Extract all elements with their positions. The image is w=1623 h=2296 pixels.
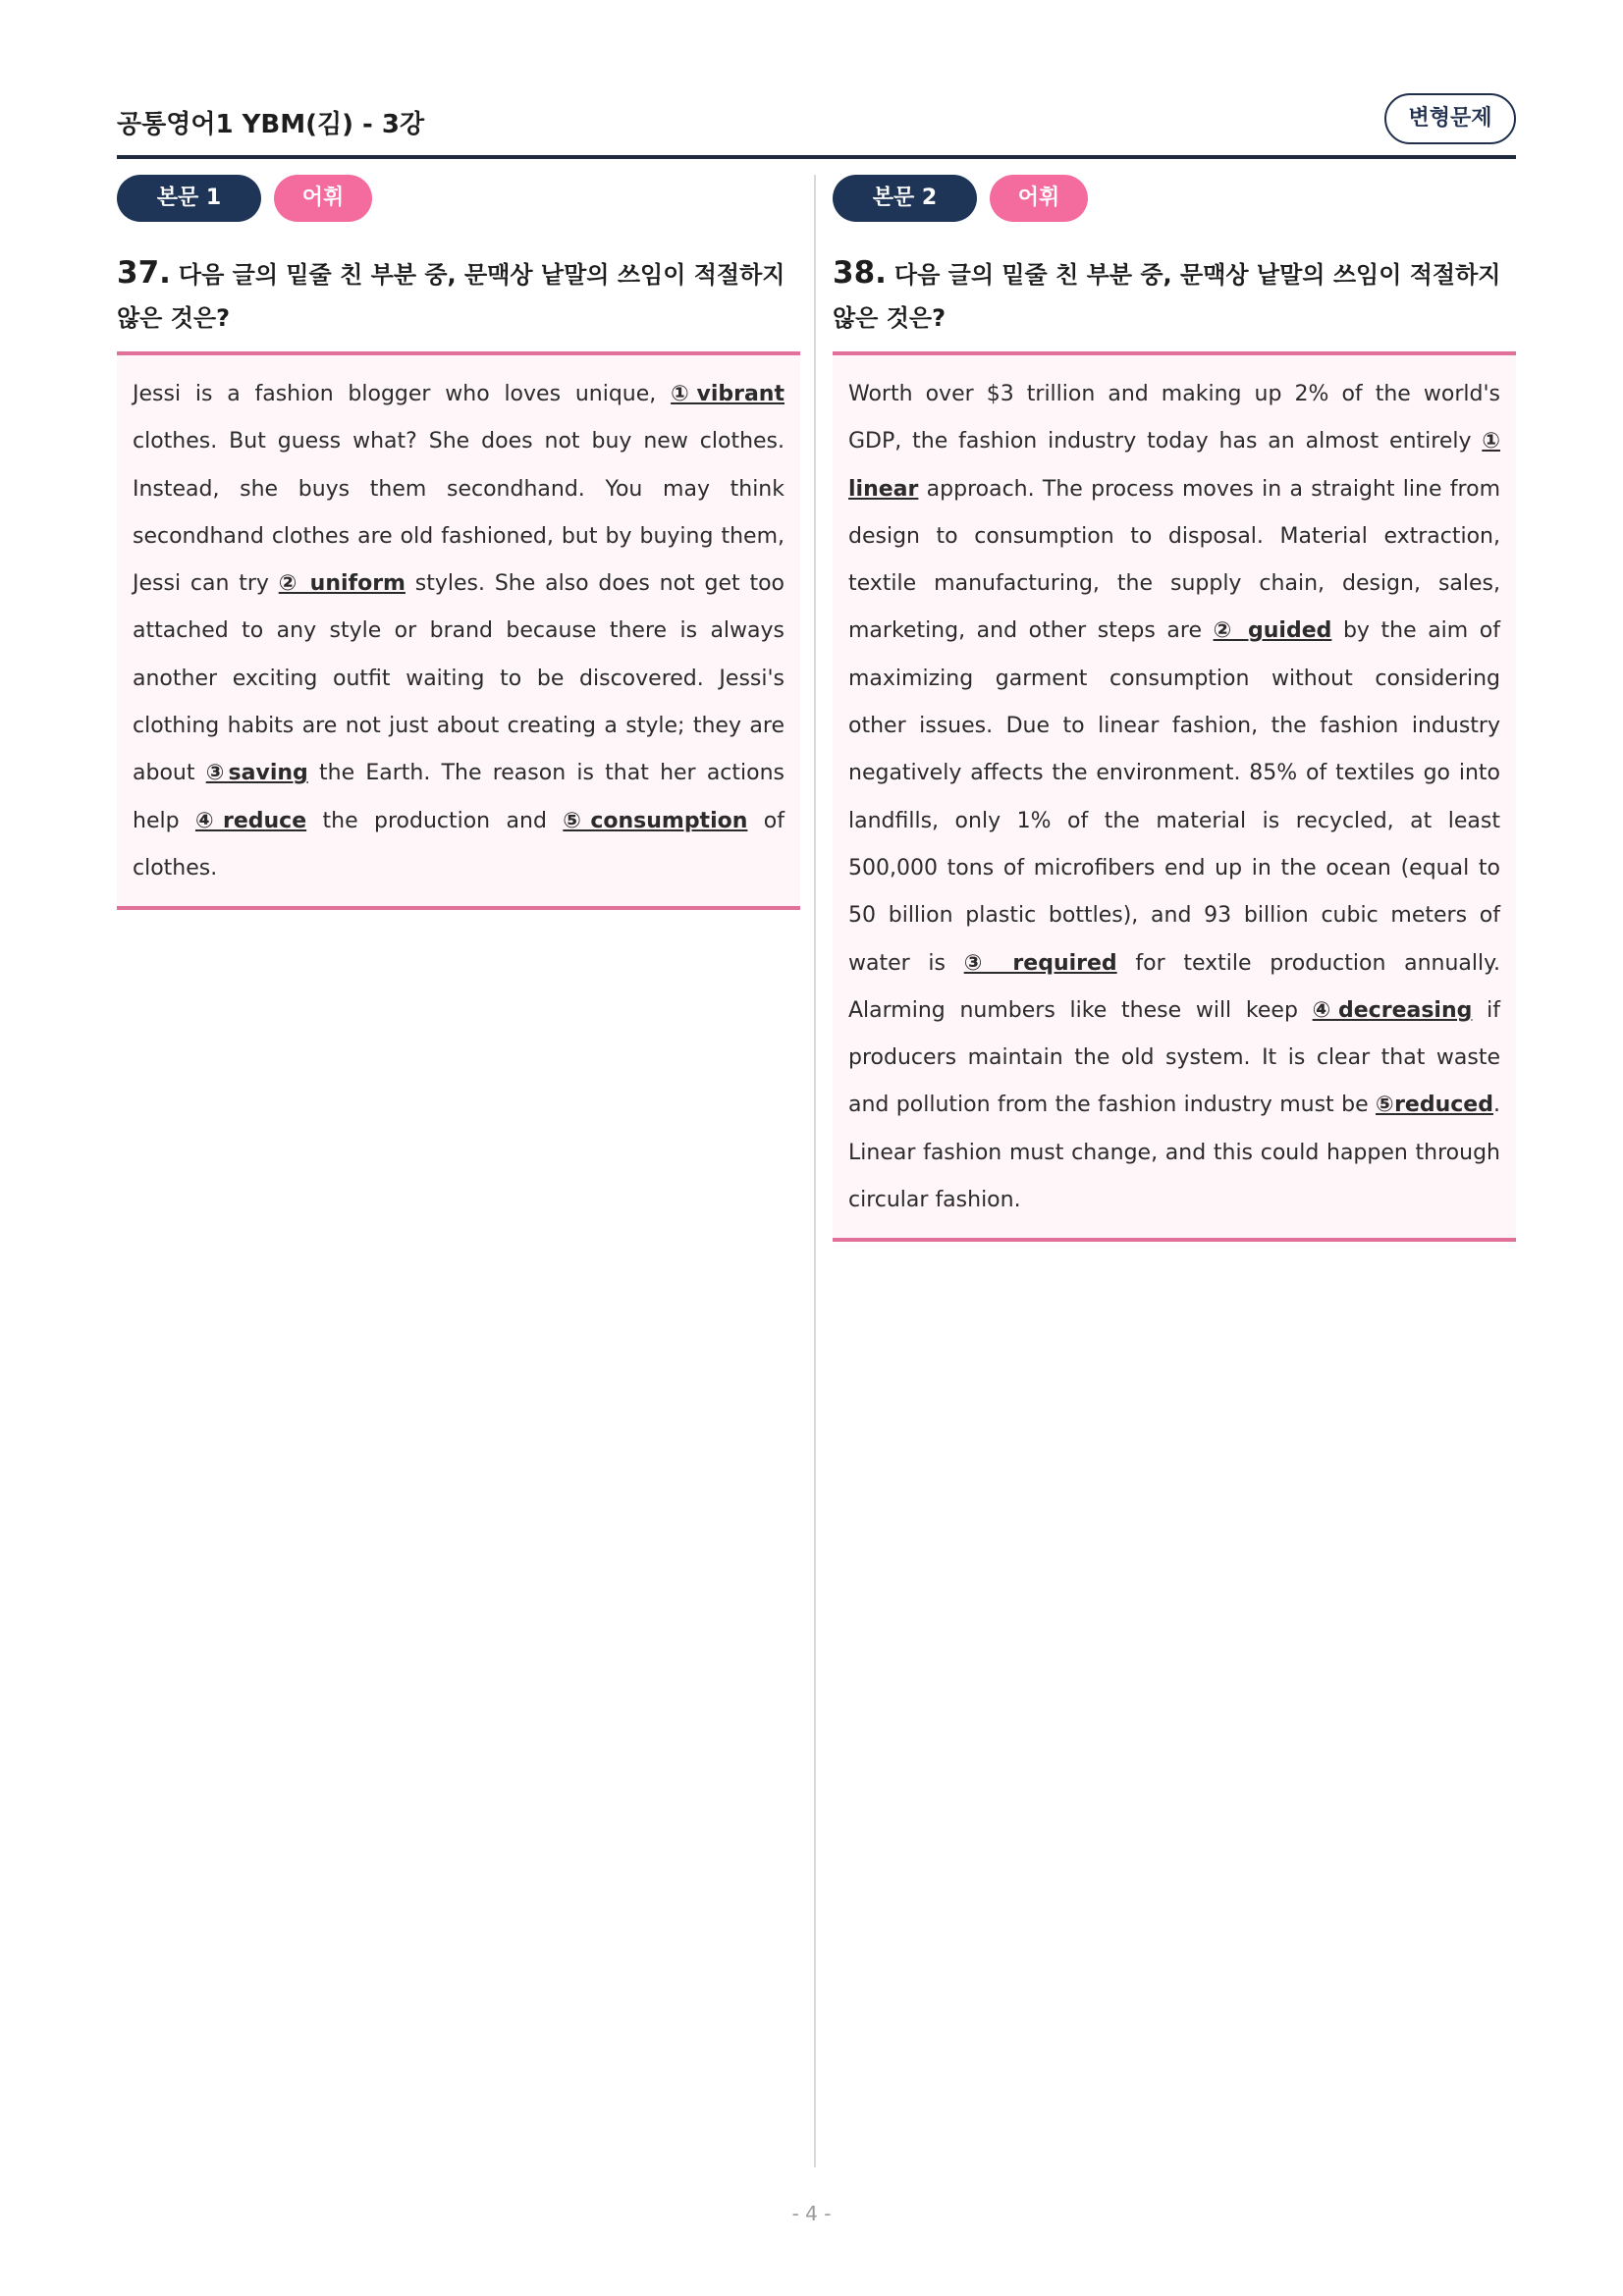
underlined-choice-2: ② uniform <box>278 571 406 597</box>
underlined-choice-2: ② guided <box>1213 618 1332 644</box>
passage-text: clothes. But guess what? She does not buy new clothes. Instead, she buys them secondhand. You may think secondhand clothes are old fashioned, but by buying them, Jessi can try <box>133 429 784 597</box>
question-prompt <box>833 251 1516 338</box>
underlined-choice-3: ③saving <box>205 761 308 786</box>
underlined-choice-3: ③ required <box>963 950 1117 976</box>
passage-text: approach. The process moves in a straight line from design to consumption to disposal. Material extraction, textile manufacturing, the supply chain, design, sales, marketing, and other steps are <box>848 476 1500 644</box>
passage-text: the Earth. The reason is that her actions help <box>133 761 785 833</box>
variant-badge: 변형문제 <box>1384 93 1516 144</box>
passage-text: Jessi is a fashion blogger who loves unique, <box>133 382 672 406</box>
passage-box <box>833 351 1516 1242</box>
vocabulary-tag: 어휘 <box>274 175 372 222</box>
question-prompt <box>117 251 800 338</box>
column-divider <box>814 175 816 2167</box>
passage-text: if producers maintain the old system. It is clear that waste and pollution from the fashion industry must be <box>848 997 1500 1118</box>
tag-row <box>117 175 800 222</box>
vocabulary-tag: 어휘 <box>990 175 1088 222</box>
passage-text: . Linear fashion must change, and this could happen through circular fashion. <box>848 1093 1500 1213</box>
passage-text: the production and <box>306 808 564 833</box>
passage-tag: 본문 2 <box>833 175 977 222</box>
page-title: 공통영어1 YBM(김) - 3강 <box>117 110 425 139</box>
question-text: 다음 글의 밑줄 친 부분 중, 문맥상 낱말의 쓰임이 적절하지 않은 것은? <box>833 261 1501 332</box>
underlined-choice-4: ④decreasing <box>1312 997 1473 1023</box>
underlined-choice-5: ⑤consumption <box>563 808 748 833</box>
underlined-choice-1: ① linear <box>848 429 1500 502</box>
passage-text: Worth over $3 trillion and making up 2% of the world's GDP, the fashion industry today has an almost entirely <box>848 382 1500 454</box>
question-38-column <box>833 175 1516 1242</box>
passage-text: styles. She also does not get too attached to any style or brand because there is always another exciting outfit waiting to be discovered. Jessi's clothing habits are not just about creating a style; they are about <box>133 571 784 786</box>
header-rule <box>117 155 1516 159</box>
passage-text: for textile production annually. Alarming numbers like these will keep <box>848 950 1500 1023</box>
tag-row <box>833 175 1516 222</box>
passage-text: by the aim of maximizing garment consumption without considering other issues. Due to linear fashion, the fashion industry negatively affects the environment. 85% of textiles go into landfills, only 1% of the material is recycled, at least 500,000 tons of microfibers end up in the ocean (equal to 50 billion plastic bottles), and 93 billion cubic meters of water is <box>848 618 1500 976</box>
underlined-choice-5: ⑤reduced <box>1376 1093 1493 1118</box>
passage-box <box>117 351 800 910</box>
question-37-column <box>117 175 800 910</box>
question-number: 38. <box>833 255 887 291</box>
underlined-choice-1: ①vibrant <box>671 382 784 406</box>
page-header <box>117 90 1516 159</box>
underlined-choice-4: ④reduce <box>194 808 307 833</box>
passage-text: of clothes. <box>133 808 784 881</box>
question-number: 37. <box>117 255 171 291</box>
page-number: - 4 - <box>791 2202 832 2225</box>
passage-tag: 본문 1 <box>117 175 261 222</box>
question-text: 다음 글의 밑줄 친 부분 중, 문맥상 낱말의 쓰임이 적절하지 않은 것은? <box>117 261 785 332</box>
